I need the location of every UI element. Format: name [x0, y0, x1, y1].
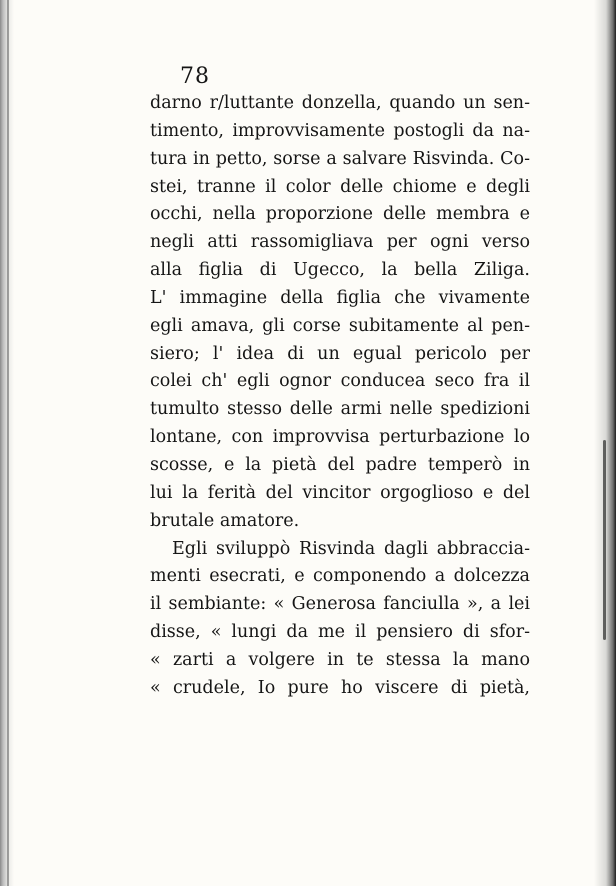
page-text [150, 90, 530, 703]
text-line: occhi, nella proporzione delle membra e [150, 204, 530, 225]
text-line-paragraph-end: brutale amatore. [150, 510, 300, 531]
text-line: tumulto stesso delle armi nelle spedizioni [150, 399, 530, 420]
text-line: lui la ferità del vincitor orgoglioso e del [150, 482, 530, 503]
page-number: 78 [180, 64, 210, 89]
text-line: negli atti rassomigliava per ogni verso [150, 232, 530, 253]
text-line: tura in petto, sorse a salvare Risvinda. Co- [150, 148, 530, 169]
text-line: darno r/luttante donzella, quando un sen- [150, 93, 530, 113]
text-line: scosse, e la pietà del padre temperò in [150, 454, 530, 475]
text-line: timento, improvvisamente postogli da na- [150, 120, 530, 141]
text-line: disse, « lungi da me il pensiero di sfor- [150, 622, 530, 643]
scan-margin-mark [603, 440, 606, 640]
text-line-paragraph-start: Egli sviluppò Risvinda dagli abbraccia- [172, 538, 530, 559]
text-line: « crudele, Io pure ho viscere di pietà, [150, 677, 530, 698]
text-line: alla figlia di Ugecco, la bella Ziliga. [150, 260, 530, 281]
text-line: stei, tranne il color delle chiome e degli [150, 176, 530, 197]
text-line: « zarti a volgere in te stessa la mano [150, 649, 530, 670]
scan-binding-line [7, 0, 9, 886]
text-line: L' immagine della figlia che vivamente [150, 287, 530, 308]
text-line: il sembiante: « Generosa fanciulla », a lei [150, 594, 530, 615]
text-line: lontane, con improvvisa perturbazione lo [150, 427, 530, 448]
text-line: egli amava, gli corse subitamente al pen- [150, 315, 530, 336]
text-line: menti esecrati, e componendo a dolcezza [150, 566, 530, 587]
text-line: colei ch' egli ognor conducea seco fra il [150, 371, 530, 392]
text-line: siero; l' idea di un egual pericolo per [150, 343, 530, 364]
